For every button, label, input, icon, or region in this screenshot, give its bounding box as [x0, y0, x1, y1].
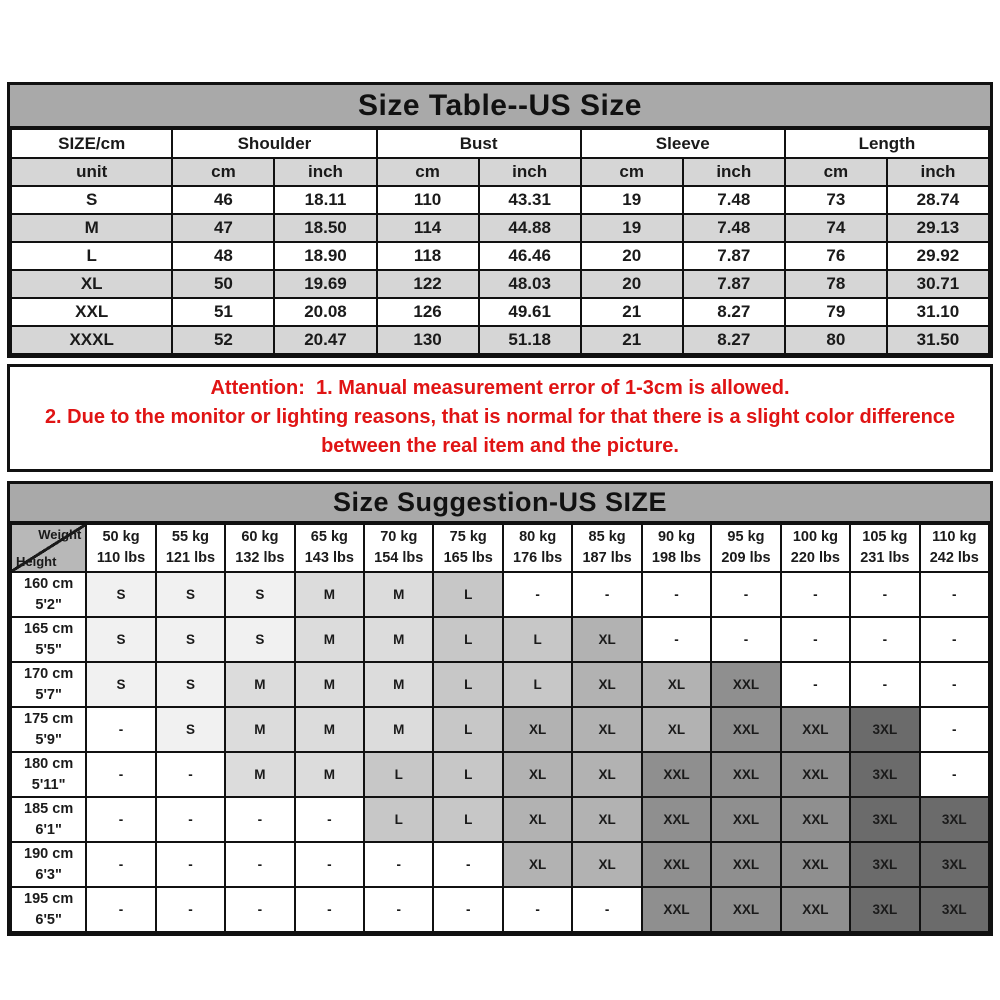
- measurement-cell: 20.47: [274, 326, 376, 354]
- measurement-cell: 126: [377, 298, 479, 326]
- suggestion-cell: L: [433, 572, 502, 617]
- suggestion-cell: -: [433, 887, 502, 932]
- weight-kg-label: 70 kg: [380, 529, 418, 545]
- suggestion-cell: -: [642, 572, 711, 617]
- suggestion-cell: S: [156, 707, 225, 752]
- size-suggestion-title: Size Suggestion-US SIZE: [10, 484, 990, 523]
- suggestion-cell: M: [225, 707, 294, 752]
- measurement-cell: 49.61: [479, 298, 581, 326]
- weight-header-cell: [572, 524, 641, 572]
- unit-cell: cm: [172, 158, 274, 186]
- suggestion-cell: XL: [572, 842, 641, 887]
- suggestion-cell: -: [156, 842, 225, 887]
- corner-height-label: Height: [16, 554, 57, 569]
- measurement-cell: 130: [377, 326, 479, 354]
- weight-lbs-label: 242 lbs: [929, 550, 979, 566]
- suggestion-cell: -: [781, 572, 850, 617]
- suggestion-cell: XL: [572, 707, 641, 752]
- measure-group-header: Shoulder: [172, 129, 376, 158]
- suggestion-cell: -: [295, 797, 364, 842]
- suggestion-row: [11, 617, 989, 662]
- measurement-cell: 21: [581, 298, 683, 326]
- weight-kg-label: 80 kg: [519, 529, 557, 545]
- attention-line-1: Attention: 1. Manual measurement error of 1-3cm is allowed.: [210, 377, 790, 399]
- height-ft-label: 5'2": [35, 596, 62, 613]
- measurement-cell: 18.50: [274, 214, 376, 242]
- suggestion-cell: XL: [503, 752, 572, 797]
- suggestion-cell: L: [364, 797, 433, 842]
- suggestion-cell: L: [433, 662, 502, 707]
- suggestion-cell: M: [295, 572, 364, 617]
- height-ft-label: 6'5": [35, 911, 62, 928]
- size-table-row: [11, 242, 989, 270]
- height-cm-label: 195 cm: [24, 890, 74, 907]
- suggestion-cell: -: [572, 572, 641, 617]
- suggestion-cell: S: [225, 617, 294, 662]
- suggestion-cell: L: [503, 662, 572, 707]
- weight-header-cell: [86, 524, 155, 572]
- suggestion-cell: L: [433, 707, 502, 752]
- suggestion-cell: -: [156, 752, 225, 797]
- suggestion-cell: S: [225, 572, 294, 617]
- weight-lbs-label: 165 lbs: [443, 550, 493, 566]
- measurement-cell: 43.31: [479, 186, 581, 214]
- suggestion-row: [11, 572, 989, 617]
- suggestion-cell: XXL: [711, 707, 780, 752]
- unit-cell: unit: [11, 158, 172, 186]
- suggestion-cell: L: [364, 752, 433, 797]
- suggestion-cell: -: [86, 887, 155, 932]
- suggestion-cell: S: [86, 617, 155, 662]
- weight-header-cell: [364, 524, 433, 572]
- suggestion-cell: -: [920, 707, 989, 752]
- suggestion-cell: XXL: [781, 887, 850, 932]
- suggestion-row: [11, 797, 989, 842]
- measurement-cell: 28.74: [887, 186, 989, 214]
- suggestion-row: [11, 662, 989, 707]
- measurement-cell: 20: [581, 242, 683, 270]
- weight-header-cell: [850, 524, 919, 572]
- suggestion-cell: -: [572, 887, 641, 932]
- suggestion-cell: -: [225, 842, 294, 887]
- weight-header-cell: [781, 524, 850, 572]
- measurement-cell: 73: [785, 186, 887, 214]
- suggestion-cell: XXL: [711, 662, 780, 707]
- size-label-cell: XXL: [11, 298, 172, 326]
- suggestion-cell: 3XL: [850, 752, 919, 797]
- size-suggestion-body: [11, 524, 989, 932]
- suggestion-cell: -: [711, 572, 780, 617]
- size-table-header-row: [11, 129, 989, 158]
- weight-kg-label: 55 kg: [171, 529, 209, 545]
- size-table-body: [11, 129, 989, 354]
- size-table-row: [11, 326, 989, 354]
- weight-lbs-label: 143 lbs: [304, 550, 354, 566]
- measurement-cell: 44.88: [479, 214, 581, 242]
- weight-header-cell: [156, 524, 225, 572]
- unit-cell: cm: [581, 158, 683, 186]
- suggestion-cell: -: [850, 662, 919, 707]
- suggestion-cell: XXL: [711, 797, 780, 842]
- suggestion-cell: -: [920, 617, 989, 662]
- measurement-cell: 7.48: [683, 214, 785, 242]
- height-ft-label: 5'7": [35, 686, 62, 703]
- suggestion-cell: XL: [503, 842, 572, 887]
- measurement-cell: 7.87: [683, 242, 785, 270]
- size-table-title: Size Table--US Size: [10, 85, 990, 128]
- measurement-cell: 19: [581, 186, 683, 214]
- weight-lbs-label: 154 lbs: [374, 550, 424, 566]
- suggestion-cell: S: [156, 617, 225, 662]
- suggestion-cell: XXL: [642, 797, 711, 842]
- weight-header-cell: [295, 524, 364, 572]
- suggestion-cell: XL: [642, 662, 711, 707]
- measurement-cell: 46: [172, 186, 274, 214]
- suggestion-cell: XXL: [711, 842, 780, 887]
- weight-lbs-label: 198 lbs: [651, 550, 702, 566]
- measurement-cell: 74: [785, 214, 887, 242]
- size-table: [10, 128, 990, 355]
- weight-lbs-label: 220 lbs: [790, 550, 840, 566]
- measurement-cell: 29.13: [887, 214, 989, 242]
- size-table-row: [11, 186, 989, 214]
- suggestion-cell: XXL: [711, 752, 780, 797]
- suggestion-cell: M: [364, 617, 433, 662]
- unit-cell: inch: [274, 158, 376, 186]
- height-header-cell: [11, 842, 86, 887]
- height-ft-label: 6'1": [35, 821, 62, 838]
- measurement-cell: 118: [377, 242, 479, 270]
- suggestion-cell: XL: [503, 707, 572, 752]
- size-label-cell: S: [11, 186, 172, 214]
- measurement-cell: 52: [172, 326, 274, 354]
- size-col-header: SIZE/cm: [11, 129, 172, 158]
- measurement-cell: 21: [581, 326, 683, 354]
- suggestion-cell: XXL: [781, 707, 850, 752]
- weight-lbs-label: 187 lbs: [582, 550, 632, 566]
- measurement-cell: 50: [172, 270, 274, 298]
- attention-box: [7, 364, 993, 472]
- suggestion-cell: -: [295, 842, 364, 887]
- suggestion-row: [11, 842, 989, 887]
- size-label-cell: XL: [11, 270, 172, 298]
- suggestion-cell: L: [503, 617, 572, 662]
- suggestion-cell: S: [86, 572, 155, 617]
- suggestion-cell: -: [850, 572, 919, 617]
- suggestion-cell: -: [86, 842, 155, 887]
- measurement-cell: 47: [172, 214, 274, 242]
- suggestion-cell: 3XL: [920, 797, 989, 842]
- measurement-cell: 29.92: [887, 242, 989, 270]
- suggestion-cell: M: [295, 617, 364, 662]
- weight-lbs-label: 209 lbs: [721, 550, 771, 566]
- suggestion-cell: XXL: [781, 752, 850, 797]
- weight-header-cell: [920, 524, 989, 572]
- height-header-cell: [11, 707, 86, 752]
- measurement-cell: 31.50: [887, 326, 989, 354]
- suggestion-cell: M: [295, 707, 364, 752]
- measurement-cell: 8.27: [683, 298, 785, 326]
- suggestion-cell: 3XL: [850, 797, 919, 842]
- suggestion-cell: XXL: [642, 752, 711, 797]
- measurement-cell: 19.69: [274, 270, 376, 298]
- suggestion-cell: M: [364, 662, 433, 707]
- measurement-cell: 31.10: [887, 298, 989, 326]
- suggestion-cell: L: [433, 797, 502, 842]
- measurement-cell: 122: [377, 270, 479, 298]
- height-ft-label: 5'9": [35, 731, 62, 748]
- height-cm-label: 185 cm: [24, 800, 74, 817]
- suggestion-cell: -: [225, 887, 294, 932]
- measurement-cell: 80: [785, 326, 887, 354]
- suggestion-cell: -: [781, 662, 850, 707]
- weight-kg-label: 75 kg: [449, 529, 487, 545]
- size-label-cell: XXXL: [11, 326, 172, 354]
- weight-lbs-label: 132 lbs: [235, 550, 285, 566]
- height-cm-label: 165 cm: [24, 620, 74, 637]
- measure-group-header: Length: [785, 129, 989, 158]
- weight-lbs-label: 110 lbs: [96, 550, 146, 566]
- weight-lbs-label: 231 lbs: [860, 550, 910, 566]
- suggestion-cell: -: [850, 617, 919, 662]
- suggestion-cell: XL: [642, 707, 711, 752]
- measurement-cell: 19: [581, 214, 683, 242]
- suggestion-row: [11, 752, 989, 797]
- size-suggestion-panel: [7, 481, 993, 936]
- suggestion-cell: M: [225, 662, 294, 707]
- unit-cell: inch: [887, 158, 989, 186]
- unit-row: [11, 158, 989, 186]
- suggestion-cell: -: [503, 572, 572, 617]
- height-header-cell: [11, 617, 86, 662]
- weight-header-cell: [225, 524, 294, 572]
- height-header-cell: [11, 797, 86, 842]
- measure-group-header: Bust: [377, 129, 581, 158]
- height-cm-label: 160 cm: [24, 575, 74, 592]
- measurement-cell: 20: [581, 270, 683, 298]
- weight-kg-label: 95 kg: [727, 529, 765, 545]
- height-cm-label: 180 cm: [24, 755, 74, 772]
- height-cm-label: 170 cm: [24, 665, 74, 682]
- size-table-panel: [7, 82, 993, 358]
- weight-kg-label: 60 kg: [241, 529, 279, 545]
- weight-header-cell: [503, 524, 572, 572]
- suggestion-cell: -: [225, 797, 294, 842]
- suggestion-cell: 3XL: [850, 842, 919, 887]
- corner-weight-label: Weight: [38, 527, 82, 542]
- suggestion-cell: -: [364, 842, 433, 887]
- size-table-row: [11, 214, 989, 242]
- measurement-cell: 110: [377, 186, 479, 214]
- height-header-cell: [11, 887, 86, 932]
- size-label-cell: L: [11, 242, 172, 270]
- weight-kg-label: 50 kg: [102, 529, 140, 545]
- weight-lbs-label: 121 lbs: [165, 550, 216, 566]
- weight-header-cell: [711, 524, 780, 572]
- weight-kg-label: 100 kg: [792, 529, 838, 545]
- measurement-cell: 18.11: [274, 186, 376, 214]
- suggestion-cell: XL: [572, 662, 641, 707]
- suggestion-cell: 3XL: [850, 707, 919, 752]
- weight-kg-label: 65 kg: [310, 529, 348, 545]
- size-suggestion-table: [10, 523, 990, 933]
- suggestion-cell: -: [364, 887, 433, 932]
- suggestion-cell: -: [86, 797, 155, 842]
- measurement-cell: 114: [377, 214, 479, 242]
- suggestion-cell: -: [295, 887, 364, 932]
- suggestion-row: [11, 887, 989, 932]
- measurement-cell: 30.71: [887, 270, 989, 298]
- weight-height-corner-cell: [11, 524, 86, 572]
- suggestion-cell: XXL: [711, 887, 780, 932]
- suggestion-cell: S: [156, 662, 225, 707]
- height-header-cell: [11, 752, 86, 797]
- suggestion-cell: XXL: [642, 887, 711, 932]
- suggestion-cell: XL: [572, 797, 641, 842]
- size-label-cell: M: [11, 214, 172, 242]
- unit-cell: inch: [479, 158, 581, 186]
- weight-kg-label: 110 kg: [932, 529, 977, 545]
- weight-kg-label: 90 kg: [657, 529, 696, 545]
- size-table-row: [11, 270, 989, 298]
- measurement-cell: 76: [785, 242, 887, 270]
- measurement-cell: 78: [785, 270, 887, 298]
- suggestion-cell: -: [503, 887, 572, 932]
- measurement-cell: 51: [172, 298, 274, 326]
- suggestion-cell: S: [86, 662, 155, 707]
- suggestion-cell: -: [781, 617, 850, 662]
- suggestion-cell: 3XL: [920, 842, 989, 887]
- suggestion-cell: -: [156, 887, 225, 932]
- height-ft-label: 5'11": [31, 776, 66, 793]
- suggestion-cell: XL: [503, 797, 572, 842]
- suggestion-cell: M: [364, 707, 433, 752]
- height-cm-label: 190 cm: [24, 845, 74, 862]
- suggestion-cell: L: [433, 617, 502, 662]
- measurement-cell: 7.87: [683, 270, 785, 298]
- suggestion-cell: -: [642, 617, 711, 662]
- suggestion-cell: XXL: [642, 842, 711, 887]
- suggestion-cell: M: [225, 752, 294, 797]
- weight-header-row: [11, 524, 989, 572]
- suggestion-cell: -: [86, 752, 155, 797]
- suggestion-cell: -: [86, 707, 155, 752]
- suggestion-cell: XXL: [781, 842, 850, 887]
- suggestion-cell: -: [920, 662, 989, 707]
- unit-cell: cm: [377, 158, 479, 186]
- height-header-cell: [11, 662, 86, 707]
- suggestion-cell: M: [295, 752, 364, 797]
- suggestion-cell: XXL: [781, 797, 850, 842]
- suggestion-cell: 3XL: [850, 887, 919, 932]
- measurement-cell: 48.03: [479, 270, 581, 298]
- suggestion-cell: M: [364, 572, 433, 617]
- suggestion-cell: -: [711, 617, 780, 662]
- measurement-cell: 46.46: [479, 242, 581, 270]
- weight-header-cell: [433, 524, 502, 572]
- measurement-cell: 48: [172, 242, 274, 270]
- weight-kg-label: 105 kg: [862, 529, 908, 545]
- unit-cell: cm: [785, 158, 887, 186]
- height-cm-label: 175 cm: [24, 710, 74, 727]
- height-header-cell: [11, 572, 86, 617]
- suggestion-cell: -: [920, 752, 989, 797]
- suggestion-cell: XL: [572, 752, 641, 797]
- weight-kg-label: 85 kg: [588, 529, 626, 545]
- weight-lbs-label: 176 lbs: [513, 550, 563, 566]
- height-ft-label: 5'5": [35, 641, 62, 658]
- measurement-cell: 20.08: [274, 298, 376, 326]
- suggestion-cell: -: [156, 797, 225, 842]
- suggestion-cell: -: [920, 572, 989, 617]
- suggestion-cell: M: [295, 662, 364, 707]
- height-ft-label: 6'3": [35, 866, 62, 883]
- unit-cell: inch: [683, 158, 785, 186]
- measurement-cell: 79: [785, 298, 887, 326]
- size-chart-page: [7, 0, 993, 936]
- suggestion-cell: -: [433, 842, 502, 887]
- suggestion-cell: L: [433, 752, 502, 797]
- suggestion-cell: XL: [572, 617, 641, 662]
- measurement-cell: 8.27: [683, 326, 785, 354]
- measurement-cell: 51.18: [479, 326, 581, 354]
- suggestion-row: [11, 707, 989, 752]
- suggestion-cell: S: [156, 572, 225, 617]
- measurement-cell: 7.48: [683, 186, 785, 214]
- size-table-row: [11, 298, 989, 326]
- attention-line-2: 2. Due to the monitor or lighting reasons, that is normal for that there is a slight color difference between the real item and the picture.: [44, 406, 961, 457]
- measurement-cell: 18.90: [274, 242, 376, 270]
- measure-group-header: Sleeve: [581, 129, 785, 158]
- suggestion-cell: 3XL: [920, 887, 989, 932]
- weight-header-cell: [642, 524, 711, 572]
